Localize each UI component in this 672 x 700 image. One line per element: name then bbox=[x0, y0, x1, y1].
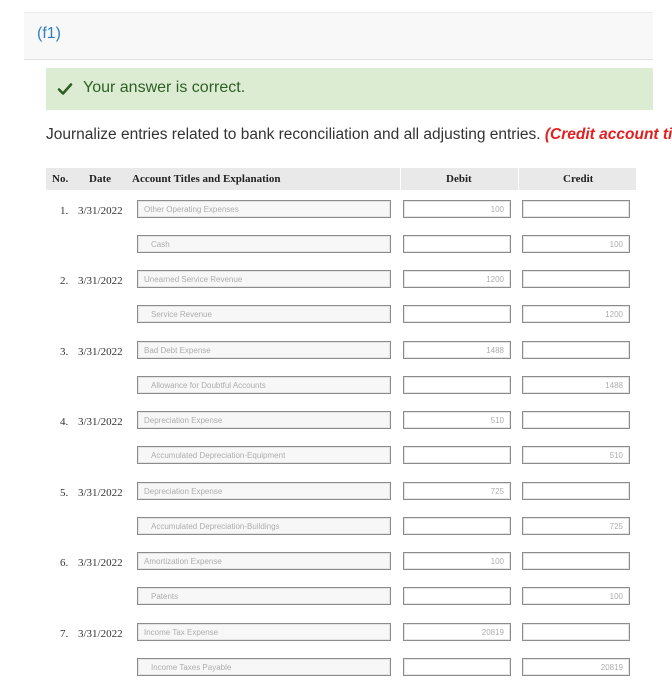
debit-field[interactable]: 725 bbox=[403, 482, 511, 500]
account-field[interactable]: Bad Debt Expense bbox=[137, 341, 391, 359]
entry-date: 3/31/2022 bbox=[78, 628, 123, 640]
account-field[interactable]: Unearned Service Revenue bbox=[137, 270, 391, 288]
account-field[interactable]: Depreciation Expense bbox=[137, 482, 391, 500]
header-date: Date bbox=[89, 173, 111, 185]
entry-number: 2. bbox=[60, 275, 69, 287]
account-field[interactable]: Amortization Expense bbox=[137, 552, 391, 570]
header-divider bbox=[518, 168, 519, 190]
debit-field[interactable]: 1200 bbox=[403, 270, 511, 288]
debit-field[interactable] bbox=[403, 235, 511, 253]
account-field[interactable]: Accumulated Depreciation-Equipment bbox=[137, 446, 391, 464]
credit-field[interactable] bbox=[522, 200, 630, 218]
entry-number: 5. bbox=[60, 487, 69, 499]
entry-number: 7. bbox=[60, 628, 69, 640]
credit-field[interactable]: 725 bbox=[522, 517, 630, 535]
entry-number: 3. bbox=[60, 346, 69, 358]
instruction-note: (Credit account ti bbox=[544, 126, 672, 143]
credit-field[interactable] bbox=[522, 482, 630, 500]
instruction-main: Journalize entries related to bank reconciliation and all adjusting entries. bbox=[46, 126, 545, 143]
credit-field[interactable]: 20819 bbox=[522, 658, 630, 676]
header-divider bbox=[400, 168, 401, 190]
account-field[interactable]: Patents bbox=[137, 587, 391, 605]
success-message: Your answer is correct. bbox=[83, 79, 246, 96]
header-debit: Debit bbox=[446, 173, 472, 185]
debit-field[interactable]: 100 bbox=[403, 200, 511, 218]
debit-field[interactable] bbox=[403, 587, 511, 605]
header-credit: Credit bbox=[563, 173, 594, 185]
credit-field[interactable] bbox=[522, 552, 630, 570]
entry-number: 4. bbox=[60, 416, 69, 428]
account-field[interactable]: Income Tax Expense bbox=[137, 623, 391, 641]
table-header bbox=[46, 168, 636, 190]
account-field[interactable]: Income Taxes Payable bbox=[137, 658, 391, 676]
check-icon bbox=[57, 81, 73, 97]
header-no: No. bbox=[52, 173, 69, 185]
debit-field[interactable] bbox=[403, 658, 511, 676]
credit-field[interactable] bbox=[522, 270, 630, 288]
credit-field[interactable]: 100 bbox=[522, 235, 630, 253]
entry-number: 1. bbox=[60, 205, 69, 217]
credit-field[interactable]: 100 bbox=[522, 587, 630, 605]
success-banner bbox=[46, 68, 653, 110]
account-field[interactable]: Cash bbox=[137, 235, 391, 253]
entry-date: 3/31/2022 bbox=[78, 416, 123, 428]
credit-field[interactable] bbox=[522, 411, 630, 429]
debit-field[interactable]: 510 bbox=[403, 411, 511, 429]
question-part-header bbox=[24, 12, 653, 60]
debit-field[interactable]: 1488 bbox=[403, 341, 511, 359]
debit-field[interactable] bbox=[403, 446, 511, 464]
debit-field[interactable] bbox=[403, 517, 511, 535]
credit-field[interactable]: 1200 bbox=[522, 305, 630, 323]
account-field[interactable]: Service Revenue bbox=[137, 305, 391, 323]
debit-field[interactable]: 20819 bbox=[403, 623, 511, 641]
header-account: Account Titles and Explanation bbox=[132, 173, 281, 185]
account-field[interactable]: Other Operating Expenses bbox=[137, 200, 391, 218]
instruction-text bbox=[46, 126, 672, 144]
entry-date: 3/31/2022 bbox=[78, 205, 123, 217]
credit-field[interactable]: 1488 bbox=[522, 376, 630, 394]
entry-number: 6. bbox=[60, 557, 69, 569]
credit-field[interactable] bbox=[522, 623, 630, 641]
account-field[interactable]: Depreciation Expense bbox=[137, 411, 391, 429]
entry-date: 3/31/2022 bbox=[78, 275, 123, 287]
account-field[interactable]: Allowance for Doubtful Accounts bbox=[137, 376, 391, 394]
debit-field[interactable]: 100 bbox=[403, 552, 511, 570]
credit-field[interactable] bbox=[522, 341, 630, 359]
entry-date: 3/31/2022 bbox=[78, 557, 123, 569]
debit-field[interactable] bbox=[403, 376, 511, 394]
debit-field[interactable] bbox=[403, 305, 511, 323]
credit-field[interactable]: 510 bbox=[522, 446, 630, 464]
entry-date: 3/31/2022 bbox=[78, 346, 123, 358]
account-field[interactable]: Accumulated Depreciation-Buildings bbox=[137, 517, 391, 535]
entry-date: 3/31/2022 bbox=[78, 487, 123, 499]
section-label: (f1) bbox=[37, 25, 61, 42]
